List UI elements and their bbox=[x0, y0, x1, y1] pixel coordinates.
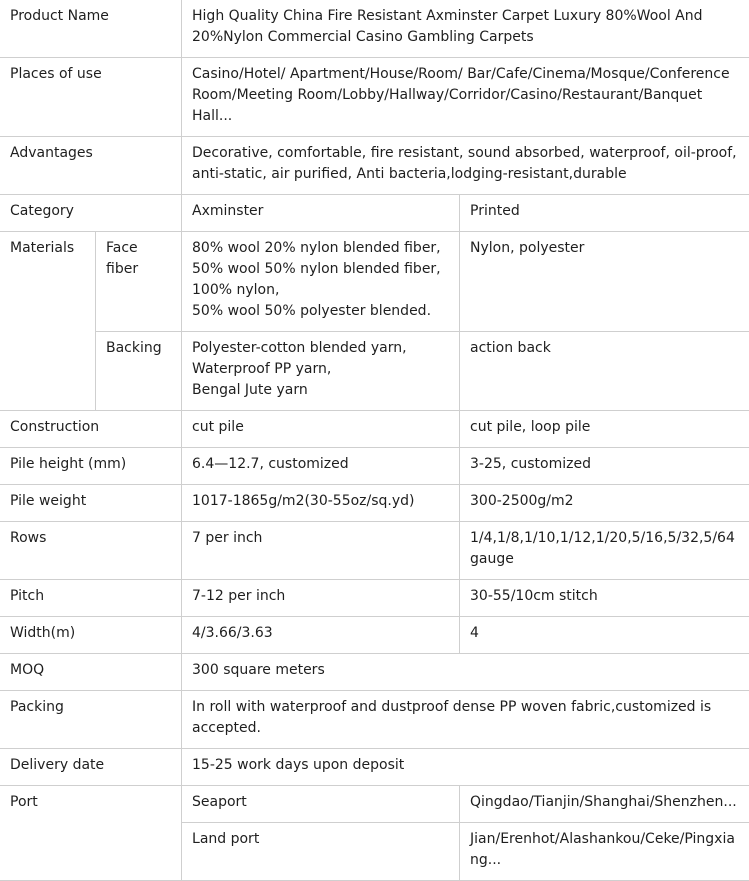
moq-label: MOQ bbox=[0, 654, 182, 691]
row-construction bbox=[0, 411, 749, 448]
construction-printed: cut pile, loop pile bbox=[460, 411, 749, 448]
category-label: Category bbox=[0, 195, 182, 232]
face-fiber-label: Face fiber bbox=[96, 232, 182, 332]
row-product-name bbox=[0, 0, 749, 58]
backing-printed: action back bbox=[460, 332, 749, 411]
backing-line: Bengal Jute yarn bbox=[192, 382, 308, 398]
pile-height-label: Pile height (mm) bbox=[0, 448, 182, 485]
width-printed: 4 bbox=[460, 617, 749, 654]
pile-height-axminster: 6.4—12.7, customized bbox=[182, 448, 460, 485]
pile-weight-axminster: 1017-1865g/m2(30-55oz/sq.yd) bbox=[182, 485, 460, 522]
face-fiber-axminster bbox=[182, 232, 460, 332]
width-axminster: 4/3.66/3.63 bbox=[182, 617, 460, 654]
face-fiber-line: 50% wool 50% nylon blended fiber, bbox=[192, 261, 441, 277]
land-port-label: Land port bbox=[182, 823, 460, 881]
category-axminster: Axminster bbox=[182, 195, 460, 232]
row-pile-weight bbox=[0, 485, 749, 522]
pile-weight-label: Pile weight bbox=[0, 485, 182, 522]
row-delivery-date bbox=[0, 749, 749, 786]
backing-label: Backing bbox=[96, 332, 182, 411]
row-pile-height bbox=[0, 448, 749, 485]
row-materials-face-fiber bbox=[0, 232, 749, 332]
row-advantages bbox=[0, 137, 749, 195]
row-moq bbox=[0, 654, 749, 691]
category-printed: Printed bbox=[460, 195, 749, 232]
materials-label: Materials bbox=[0, 232, 96, 411]
row-category bbox=[0, 195, 749, 232]
backing-axminster bbox=[182, 332, 460, 411]
row-materials-backing bbox=[0, 332, 749, 411]
port-label: Port bbox=[0, 786, 182, 881]
product-name-label: Product Name bbox=[0, 0, 182, 58]
row-packing bbox=[0, 691, 749, 749]
packing-value: In roll with waterproof and dustproof dense PP woven fabric,customized is accepted. bbox=[182, 691, 749, 749]
rows-label: Rows bbox=[0, 522, 182, 580]
backing-line: Polyester-cotton blended yarn, bbox=[192, 340, 407, 356]
delivery-date-label: Delivery date bbox=[0, 749, 182, 786]
land-port-value: Jian/Erenhot/Alashankou/Ceke/Pingxiang... bbox=[460, 823, 749, 881]
seaport-value: Qingdao/Tianjin/Shanghai/Shenzhen... bbox=[460, 786, 749, 823]
row-places-of-use bbox=[0, 58, 749, 137]
product-name-value: High Quality China Fire Resistant Axminster Carpet Luxury 80%Wool And 20%Nylon Commercial Casino Gambling Carpets bbox=[182, 0, 749, 58]
rows-axminster: 7 per inch bbox=[182, 522, 460, 580]
pitch-printed: 30-55/10cm stitch bbox=[460, 580, 749, 617]
places-of-use-value: Casino/Hotel/ Apartment/House/Room/ Bar/Cafe/Cinema/Mosque/Conference Room/Meeting Room/Lobby/Hallway/Corridor/Casino/Restaurant/Banquet Hall... bbox=[182, 58, 749, 137]
pitch-axminster: 7-12 per inch bbox=[182, 580, 460, 617]
row-width bbox=[0, 617, 749, 654]
row-pitch bbox=[0, 580, 749, 617]
seaport-label: Seaport bbox=[182, 786, 460, 823]
packing-label: Packing bbox=[0, 691, 182, 749]
pile-weight-printed: 300-2500g/m2 bbox=[460, 485, 749, 522]
delivery-date-value: 15-25 work days upon deposit bbox=[182, 749, 749, 786]
rows-printed: 1/4,1/8,1/10,1/12,1/20,5/16,5/32,5/64 gauge bbox=[460, 522, 749, 580]
advantages-label: Advantages bbox=[0, 137, 182, 195]
advantages-value: Decorative, comfortable, fire resistant, sound absorbed, waterproof, oil-proof, anti-static, air purified, Anti bacteria,lodging-resistant,durable bbox=[182, 137, 749, 195]
face-fiber-line: 100% nylon, bbox=[192, 282, 280, 298]
row-port-seaport bbox=[0, 786, 749, 823]
width-label: Width(m) bbox=[0, 617, 182, 654]
construction-label: Construction bbox=[0, 411, 182, 448]
face-fiber-line: 50% wool 50% polyester blended. bbox=[192, 303, 432, 319]
backing-line: Waterproof PP yarn, bbox=[192, 361, 332, 377]
face-fiber-printed: Nylon, polyester bbox=[460, 232, 749, 332]
pile-height-printed: 3-25, customized bbox=[460, 448, 749, 485]
moq-value: 300 square meters bbox=[182, 654, 749, 691]
pitch-label: Pitch bbox=[0, 580, 182, 617]
construction-axminster: cut pile bbox=[182, 411, 460, 448]
row-rows bbox=[0, 522, 749, 580]
places-of-use-label: Places of use bbox=[0, 58, 182, 137]
face-fiber-line: 80% wool 20% nylon blended fiber, bbox=[192, 240, 441, 256]
